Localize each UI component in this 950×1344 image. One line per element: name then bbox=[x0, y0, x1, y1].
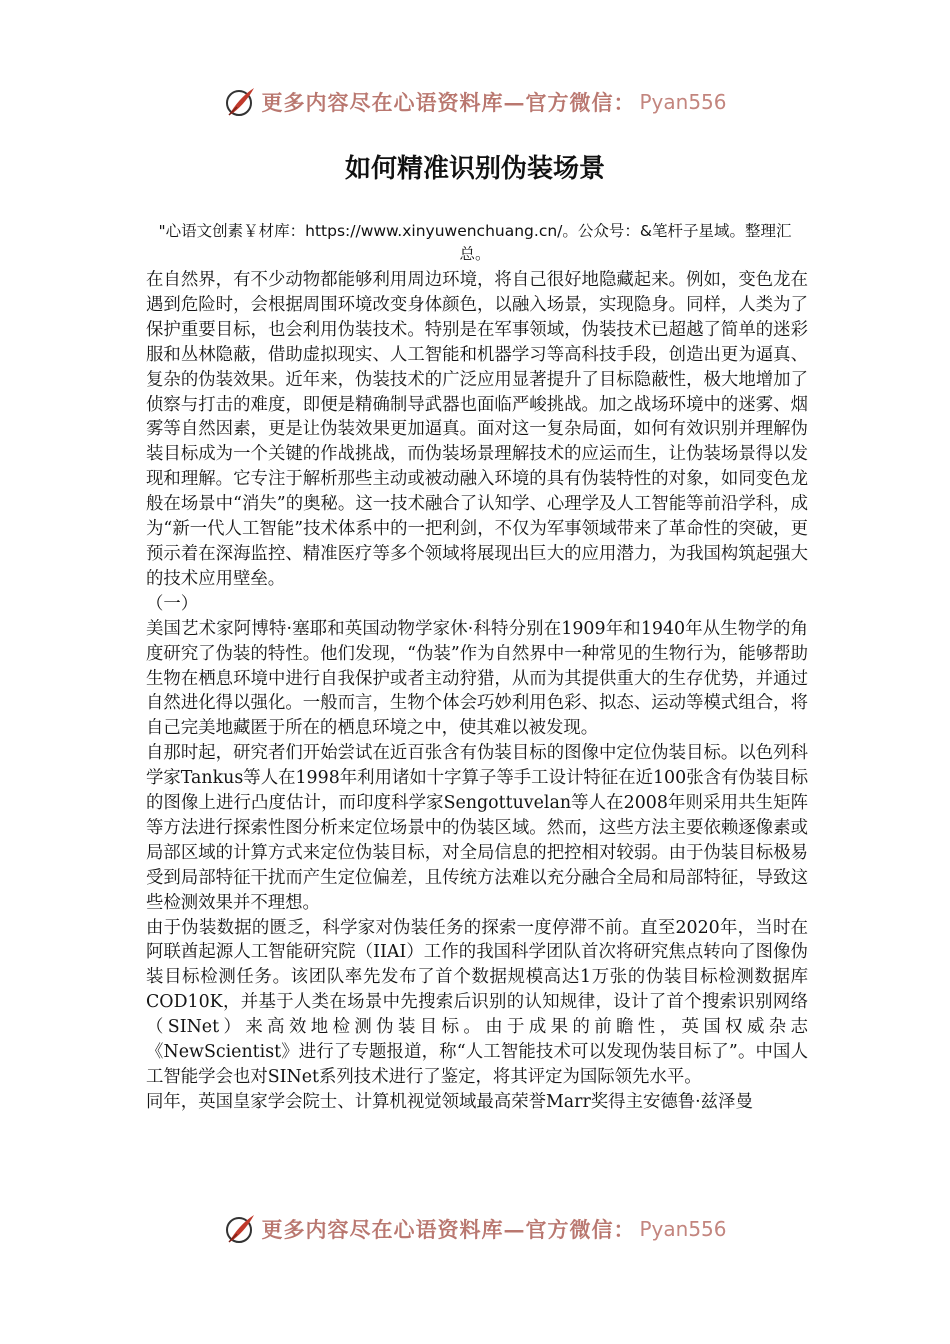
banner-text: 更多内容尽在心语资料库—官方微信： bbox=[261, 1217, 636, 1242]
paragraph: 在自然界，有不少动物都能够利用周边环境，将自己很好地隐藏起来。例如，变色龙在遇到危险时，会根据周围环境改变身体颜色，以融入场景，实现隐身。同样，人类为了保护重要目标，也会利用伪装技术。特别是在军事领域，伪装技术已超越了简单的迷彩服和丛林隐蔽，借助虚拟现实、人工智能和机器学习等高科技手段，创造出更为逼真、复杂的伪装效果。近年来，伪装技术的广泛应用显著提升了目标隐蔽性，极大地增加了侦察与打击的难度，即便是精确制导武器也面临严峻挑战。加之战场环境中的迷雾、烟雾等自然因素，更是让伪装效果更加逼真。面对这一复杂局面，如何有效识别并理解伪装目标成为一个关键的作战挑战，而伪装场景理解技术的应运而生，让伪装场景得以发现和理解。它专注于解析那些主动或被动融入环境的具有伪装特性的对象，如同变色龙般在场景中“消失”的奥秘。这一技术融合了认知学、心理学及人工智能等前沿学科，成为“新一代人工智能”技术体系中的一把利剑，不仅为军事领域带来了革命性的突破，更预示着在深海监控、精准医疗等多个领域将展现出巨大的应用潜力，为我国构筑起强大的技术应用壁垒。 bbox=[146, 270, 808, 589]
quill-logo-icon bbox=[223, 85, 257, 119]
paragraph: 自那时起，研究者们开始尝试在近百张含有伪装目标的图像中定位伪装目标。以色列科学家Tankus等人在1998年利用诸如十字算子等手工设计特征在近100张含有伪装目标的图像上进行凸度估计，而印度科学家Sengottuvelan等人在2008年则采用共生矩阵等方法进行探索性图分析来定位场景中的伪装区域。然而，这些方法主要依赖逐像素或局部区域的计算方式来定位伪装目标，对全局信息的把控相对较弱。由于伪装目标极易受到局部特征干扰而产生定位偏差，且传统方法难以充分融合全局和局部特征，导致这些检测效果并不理想。 bbox=[146, 743, 808, 913]
wechat-id: Pyan556 bbox=[639, 1217, 727, 1241]
paragraph: 美国艺术家阿博特·塞耶和英国动物学家休·科特分别在1909年和1940年从生物学的角度研究了伪装的特性。他们发现，“伪装”作为自然界中一种常见的生物行为，能够帮助生物在栖息环境中进行自我保护或者主动狩猎，从而为其提供重大的生存优势，并通过自然进化得以强化。一般而言，生物个体会巧妙利用色彩、拟态、运动等模式组合，将自己完美地藏匿于所在的栖息环境之中，使其难以被发现。 bbox=[146, 618, 808, 739]
banner-text: 更多内容尽在心语资料库—官方微信： bbox=[261, 90, 636, 115]
wechat-id: Pyan556 bbox=[639, 90, 727, 114]
section-marker: （一） bbox=[146, 593, 199, 614]
page-title: 如何精准识别伪装场景 bbox=[344, 154, 605, 184]
header-banner bbox=[0, 80, 950, 124]
article-body bbox=[146, 268, 808, 1115]
source-note: "心语文创素￥材库：https://www.xinyuwenchuang.cn/。公众号：&笔杆子星域。整理汇总。 bbox=[158, 222, 792, 263]
quill-logo-icon bbox=[223, 1212, 257, 1246]
footer-banner bbox=[0, 1207, 950, 1251]
paragraph: 同年，英国皇家学会院士、计算机视觉领域最高荣誉Marr奖得主安德鲁·兹泽曼 bbox=[146, 1091, 753, 1112]
paragraph: 由于伪装数据的匮乏，科学家对伪装任务的探索一度停滞不前。直至2020年，当时在阿联酋起源人工智能研究院（IIAI）工作的我国科学团队首次将研究焦点转向了图像伪装目标检测任务。该团队率先发布了首个数据规模高达1万张的伪装目标检测数据库COD10K，并基于人类在场景中先搜索后识别的认知规律，设计了首个搜索识别网络（SINet）来高效地检测伪装目标。由于成果的前瞻性，英国权威杂志《NewScientist》进行了专题报道，称“人工智能技术可以发现伪装目标了”。中国人工智能学会也对SINet系列技术进行了鉴定，将其评定为国际领先水平。 bbox=[146, 917, 808, 1087]
